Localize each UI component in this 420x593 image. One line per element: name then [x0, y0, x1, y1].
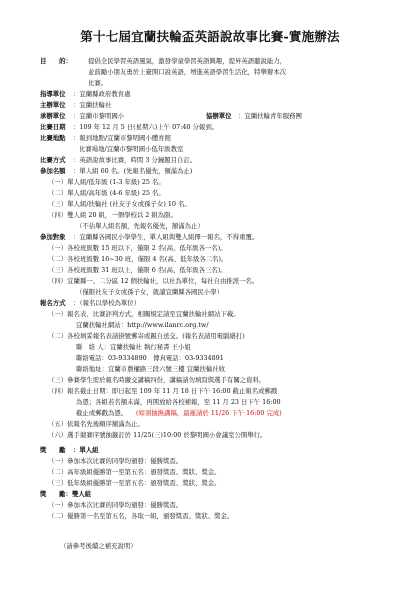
awards-single-label: ：單人組 — [73, 446, 99, 454]
eligibility-item: （三）各校班級數 31 班以上，僅限 6 名(高、低年級各三名)。 — [48, 266, 227, 274]
registration-label: 報名方式 — [40, 299, 66, 307]
registration-item: （二）各校填妥報名表請掛號郵寄或親自送交。(報名表請用電腦繕打) — [48, 332, 245, 340]
award-item: （二）優勝第一名至第五名，各取一組，頒發獎盃、獎狀、獎金。 — [48, 512, 234, 520]
quota-item: （三）單人組/扶輪社 (社友子女或孫子女) 10 名。 — [48, 200, 191, 208]
award-item: （一）參加本次比賽的同學均頒發：優勝獎盃。 — [48, 501, 183, 509]
host-label: 主辦單位 — [40, 101, 66, 109]
registration-item: （一）報名表、比賽評判方式，相關規定請至宜蘭扶輪社網站下載。 — [48, 310, 240, 318]
quota-item: （二）單人組/高年級 (4-6 年級) 25 名。 — [48, 189, 165, 197]
format-label: 比賽方式 — [40, 156, 66, 164]
footer-note: （請參考後續之補充說明） — [60, 542, 137, 550]
registration-website: 宜蘭扶輪社網站：http://www.ilanrc.org.tw/ — [76, 321, 209, 329]
registration-highlight: (如須抽換講稿，最遲請於 11/26 下午 16:00 完成) — [136, 409, 282, 417]
venue-label: 比賽地點 — [40, 134, 66, 142]
venue-line: 比賽場地/宜蘭市黎明國小低年級教室 — [79, 145, 184, 153]
registration-intro: ：（報名以學校為單位） — [73, 299, 141, 307]
quota-item: （一）單人組/低年級 (1-3 年級) 25 名。 — [48, 178, 165, 186]
purpose-line: 並鼓勵小朋友勇於上臺開口說英語，增進英語學習生活化，特舉辦本次 — [88, 68, 287, 76]
format-value: ：英語說故事比賽，時間 3 分鐘題目自訂。 — [73, 156, 197, 164]
quota-note: （不佔單人組名額，先報名優先，額滿為止） — [76, 222, 204, 230]
quota-intro: ：單人組 60 名。(先報名優先，額滿為止) — [73, 167, 193, 175]
award-item: （三）低年級組優勝第一至第五名：頒發獎盃、獎狀、獎金。 — [48, 479, 221, 487]
organizer-value: ：宜蘭市黎明國小 — [73, 112, 125, 120]
purpose-line: 比賽。 — [88, 79, 108, 87]
guidance-value: ：宜蘭縣政府教育處 — [73, 90, 131, 98]
eligibility-item: （四）宜蘭縣一、二分區 12 個扶輪社，以社為單位，每社自由推派一名。 — [48, 277, 259, 285]
contact-address: 聯絡地址：宜蘭市農權路三段六號三樓 宜蘭扶輪社收 — [76, 365, 226, 373]
guidance-label: 指導單位 — [40, 90, 66, 98]
eligibility-note: （僅限社友子女或孫子女，就讀宜蘭縣各國民小學） — [76, 288, 223, 296]
eligibility-label: 參加對象 — [40, 233, 66, 241]
contact-person: 聯 絡 人：宜蘭扶輪社 執行秘書 王小姐 — [76, 343, 191, 351]
awards-label: 獎 勵 — [40, 446, 66, 454]
award-item: （二）高年級組優勝第一至第五名：頒發獎盃、獎狀、獎金。 — [48, 468, 221, 476]
eligibility-item: （二）各校班級數 16~30 班，僅限 4 名(高、低年級各二名)。 — [48, 255, 228, 263]
registration-item: （四）報名截止日期：即日起至 109 年 11 月 18 日下午 16:00 截止報名或郵戳 — [48, 387, 278, 395]
quota-item: （四）雙人組 20 組，一個學校以 2 組為限。 — [48, 211, 177, 219]
co-organizer-label: 協辦單位 — [206, 112, 232, 120]
eligibility-item: （一）各校班級數 15 班以下，僅限 2 名(高、低年級各一名)。 — [48, 244, 227, 252]
contact-phone: 聯絡電話：03-9334890 傳真電話：03-9334891 — [76, 354, 224, 362]
registration-item: 為憑；各組若名額未滿，再開放給各校補報，至 11 月 23 日下午 16:00 — [76, 398, 281, 406]
date-label: 比賽日期 — [40, 123, 66, 131]
date-value: ：109 年 12 月 5 日(星期六)上午 07:40 分報到。 — [73, 123, 219, 131]
venue-line: ：報到地點/宜蘭市黎明國小體育館 — [73, 134, 172, 142]
registration-item: （三）參賽學生需於報名時繳交講稿四份，講稿請勿填寫與選手有關之資料。 — [48, 376, 266, 384]
document-title: 第十七屆宜蘭扶輪盃英語說故事比賽-實施辦法 — [80, 29, 340, 44]
organizer-label: 承辦單位 — [40, 112, 66, 120]
awards-double-label: 獎 勵：雙人組 — [40, 490, 92, 498]
host-value: ：宜蘭扶輪社 — [73, 101, 112, 109]
purpose-label: 目 的： — [40, 57, 72, 65]
registration-item: （五）依報名先後順序額滿為止。 — [48, 420, 144, 428]
award-item: （一）參加本次比賽的同學均頒發：優勝獎盃。 — [48, 457, 183, 465]
eligibility-intro: ：宜蘭縣各國民小學學生，單人組與雙人組擇一報名，不得重覆。 — [73, 233, 259, 241]
registration-item: 截止或郵戳為憑。 — [76, 409, 128, 417]
co-organizer-value: ：宜蘭扶輪青年服務團 — [238, 112, 302, 120]
purpose-line: 提倡全民學習英語風氣，激發學童學習英語興趣，提昇英語聽說能力， — [88, 57, 287, 65]
quota-label: 參加名額 — [40, 167, 66, 175]
registration-item: （六）選手競賽序號抽籤訂於 11/25(三)10:00 於黎明國小會議室公開舉行。 — [48, 431, 267, 439]
